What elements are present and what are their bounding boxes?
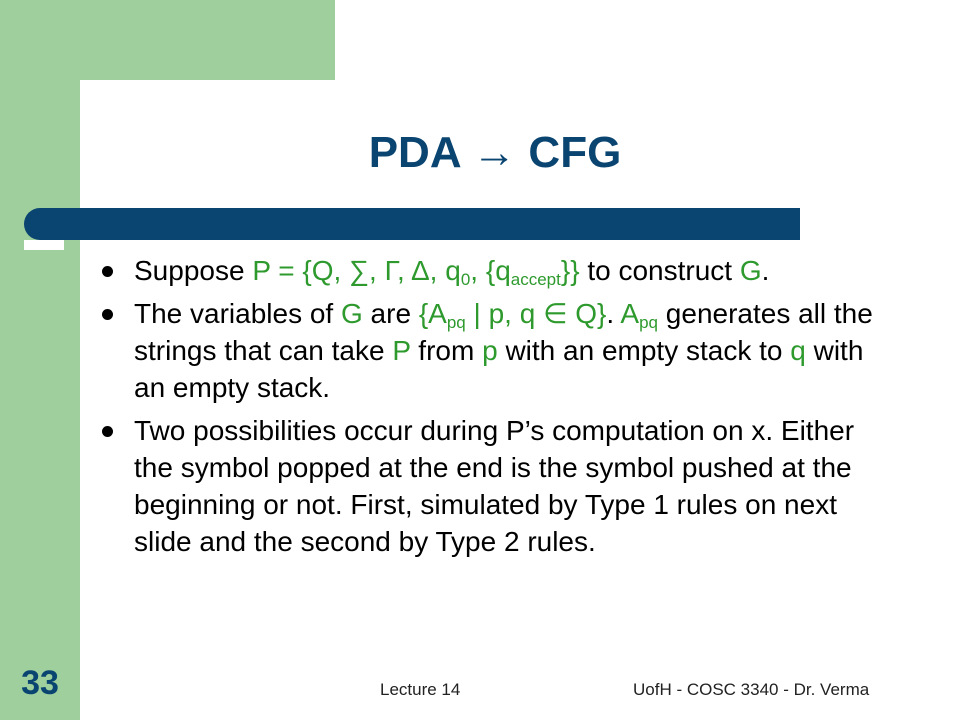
title-divider-bar xyxy=(24,208,800,240)
slide-body xyxy=(100,252,900,566)
bullet-2-text-3: . xyxy=(606,298,621,329)
bullet-2-state-p: p xyxy=(482,335,498,366)
footer-lecture: Lecture 14 xyxy=(380,680,461,699)
bullet-1-subscript-accept: accept xyxy=(510,270,561,289)
bullet-2-pda-p: P xyxy=(392,335,411,366)
bullet-1-subscript-0: 0 xyxy=(460,270,471,289)
bullet-1-pda-tuple-3: }} xyxy=(560,255,580,286)
bullet-2-variable-a: A xyxy=(620,298,640,329)
bullet-1-text-2: to construct xyxy=(579,255,740,286)
bullet-2-text-2: are xyxy=(362,298,419,329)
bullet-2-text-6: with an empty stack to xyxy=(497,335,791,366)
slide-title: PDA → CFG xyxy=(368,128,622,177)
bullet-2-text-7: with an empty stack. xyxy=(134,335,864,403)
bullet-item-2 xyxy=(100,295,900,406)
bullet-1-pda-tuple-2: , {q xyxy=(470,255,511,286)
divider-bar-notch xyxy=(24,240,64,250)
bullet-2-grammar-g: G xyxy=(341,298,363,329)
white-rounded-corner xyxy=(80,80,160,160)
footer-course: UofH - COSC 3340 - Dr. Verma xyxy=(633,680,870,699)
bullet-2-subscript-pq-2: pq xyxy=(639,313,659,332)
bullet-1-period: . xyxy=(761,255,770,286)
bullet-1-pda-tuple: P = {Q, ∑, Γ, Δ, q xyxy=(252,255,461,286)
bullet-2-subscript-pq: pq xyxy=(446,313,466,332)
slide-number: 33 xyxy=(21,664,59,702)
bullet-2-variable-set: {A xyxy=(418,298,447,329)
bullet-2-state-q: q xyxy=(790,335,806,366)
bullet-dot xyxy=(102,309,113,320)
bullet-1-grammar-g: G xyxy=(739,255,762,286)
bullet-1-text: Suppose xyxy=(134,255,253,286)
bullet-2-variable-set-2: | p, q ∈ Q} xyxy=(465,298,607,329)
bullet-dot xyxy=(102,266,113,277)
bullet-item-1 xyxy=(100,252,900,289)
bullet-item-3 xyxy=(100,412,900,560)
bullet-2-text-4: generates all the strings that can take xyxy=(134,298,873,366)
bullet-dot xyxy=(102,426,113,437)
bullet-2-text: The variables of xyxy=(134,298,341,329)
left-green-band xyxy=(0,0,80,720)
bullet-2-text-5: from xyxy=(410,335,483,366)
bullet-3-text: Two possibilities occur during P’s computation on x. Either the symbol popped at the end is the symbol pushed at the beginning or not. First, simulated by Type 1 rules on next slide and the second by Type 2 rules. xyxy=(134,415,855,557)
